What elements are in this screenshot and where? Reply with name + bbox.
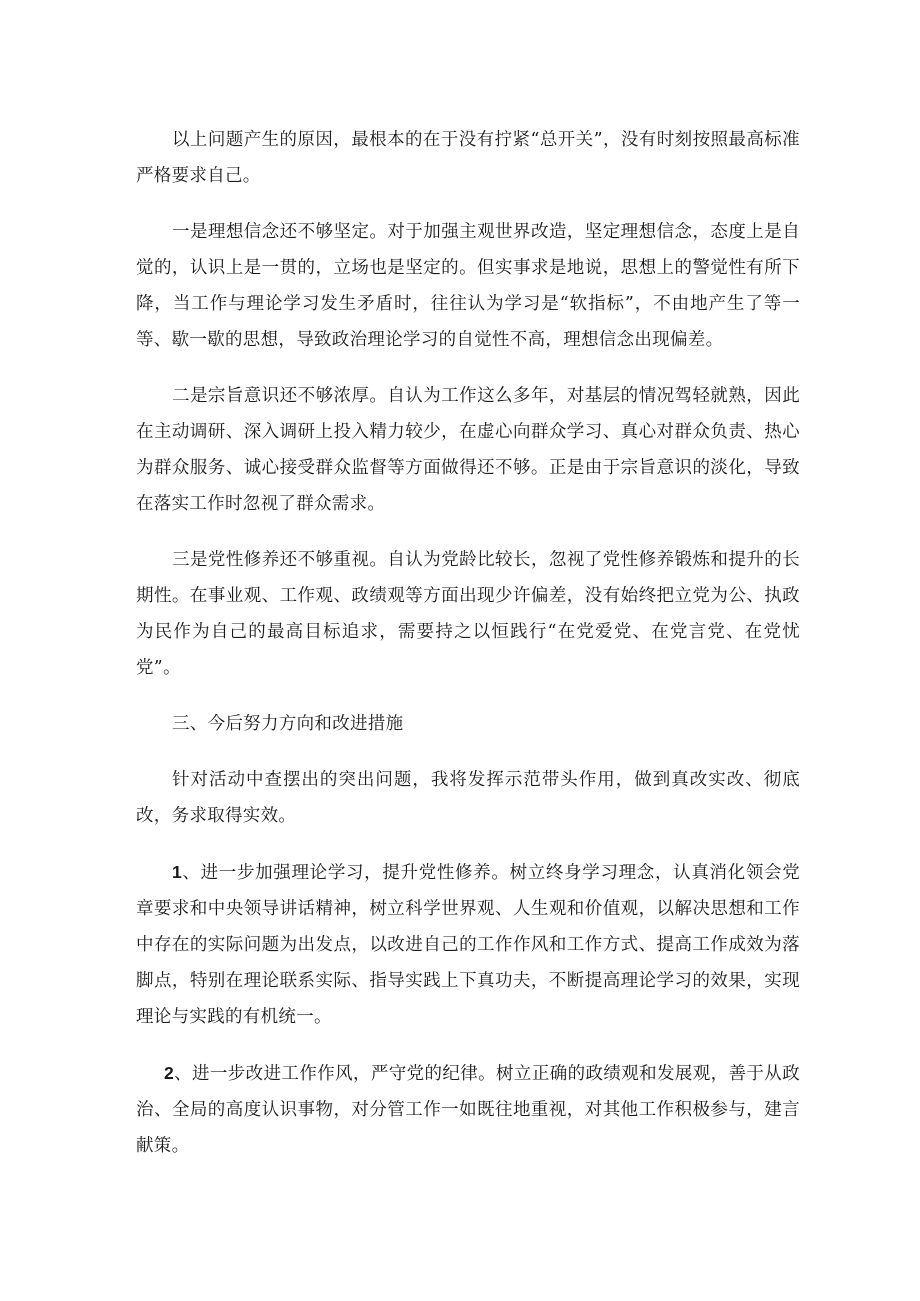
paragraph-text: 三是党性修养还不够重视。自认为党龄比较长，忽视了党性修养锻炼和提升的长期性。在事业观、工作观、政绩观等方面出现少许偏差，没有始终把立党为公、执政为民作为自己的最高目标追求，需要持之以恒践行“在党爱党、在党言党、在党忧党”。 (136, 550, 800, 678)
paragraph-item-2 (136, 1055, 800, 1164)
section-heading (136, 706, 800, 742)
paragraph-causes (136, 122, 800, 194)
item-number: 2 (164, 1063, 175, 1083)
paragraph-text: 、进一步改进工作作风，严守党的纪律。树立正确的政绩观和发展观，善于从政治、全局的高度认识事物，对分管工作一如既往地重视，对其他工作积极参与，建言献策。 (136, 1064, 800, 1156)
paragraph-text: 针对活动中查摆出的突出问题，我将发挥示范带头作用，做到真改实改、彻底改，务求取得实效。 (136, 770, 800, 826)
document-body (136, 122, 800, 1184)
paragraph-text: 二是宗旨意识还不够浓厚。自认为工作这么多年，对基层的情况驾轻就熟，因此在主动调研、深入调研上投入精力较少，在虚心向群众学习、真心对群众负责、热心为群众服务、诚心接受群众监督等方面做得还不够。正是由于宗旨意识的淡化，导致在落实工作时忽视了群众需求。 (136, 386, 800, 514)
paragraph-item-1 (136, 854, 800, 1035)
paragraph-purpose (136, 378, 800, 522)
paragraph-party-spirit (136, 542, 800, 686)
item-number: 1 (172, 862, 183, 882)
paragraph-text: 一是理想信念还不够坚定。对于加强主观世界改造，坚定理想信念，态度上是自觉的，认识上是一贯的，立场也是坚定的。但实事求是地说，思想上的警觉性有所下降，当工作与理论学习发生矛盾时，往往认为学习是“软指标”，不由地产生了等一等、歇一歇的思想，导致政治理论学习的自觉性不高，理想信念出现偏差。 (136, 222, 800, 350)
paragraph-text: 以上问题产生的原因，最根本的在于没有拧紧“总开关”，没有时刻按照最高标准严格要求自己。 (136, 130, 800, 186)
paragraph-intro (136, 762, 800, 834)
paragraph-text: 、进一步加强理论学习，提升党性修养。树立终身学习理念，认真消化领会党章要求和中央领导讲话精神，树立科学世界观、人生观和价值观，以解决思想和工作中存在的实际问题为出发点，以改进自己的工作作风和工作方式、提高工作成效为落脚点，特别在理论联系实际、指导实践上下真功夫，不断提高理论学习的效果，实现理论与实践的有机统一。 (136, 863, 800, 1027)
paragraph-ideals (136, 214, 800, 358)
heading-text: 三、今后努力方向和改进措施 (172, 714, 404, 734)
